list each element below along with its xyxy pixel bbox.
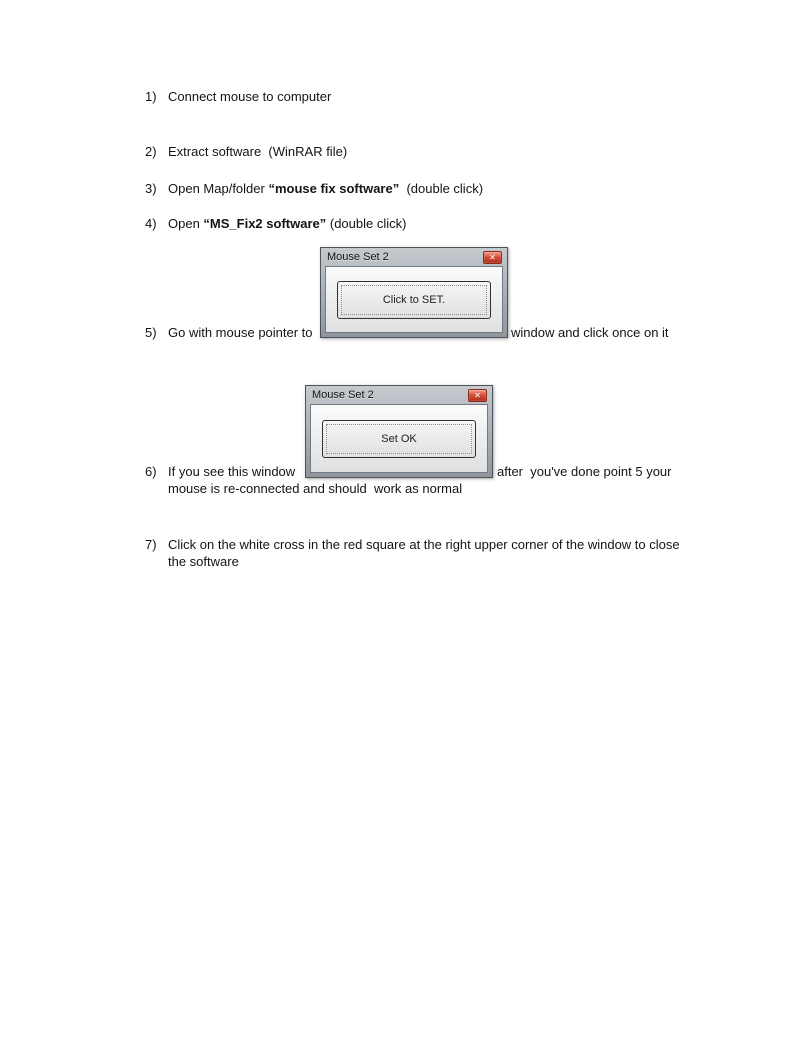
step5-number: 5) (145, 325, 157, 340)
step4-text (168, 216, 406, 231)
window2-client-area (310, 404, 488, 473)
step1-text: Connect mouse to computer (168, 89, 332, 104)
window1-client-area (325, 266, 503, 333)
step3-text (168, 181, 483, 196)
step7-number: 7) (145, 537, 157, 552)
step7-text-line2: the software (168, 554, 239, 569)
mouse-set2-window-set-ok (305, 385, 493, 478)
window1-title: Mouse Set 2 (327, 251, 389, 263)
mouse-set2-window-click-to-set (320, 247, 508, 338)
step3-text-post: (double click) (399, 181, 484, 196)
step6-text-right: after you've done point 5 your (497, 464, 672, 479)
step2-number: 2) (145, 144, 157, 159)
close-icon: ✕ (474, 390, 481, 400)
step2-text: Extract software (WinRAR file) (168, 144, 348, 159)
step4-number: 4) (145, 216, 157, 231)
close-icon: ✕ (489, 252, 496, 262)
window2-titlebar (310, 386, 488, 404)
step6-text-line2: mouse is re-connected and should work as normal (168, 481, 463, 496)
step6-text-left: If you see this window (168, 464, 296, 479)
step1-number: 1) (145, 89, 157, 104)
step7-text-line1: Click on the white cross in the red square at the right upper corner of the window to close (168, 537, 680, 552)
window1-close-button[interactable] (483, 251, 502, 264)
step4-text-post: (double click) (326, 216, 407, 231)
window1-titlebar (325, 248, 503, 266)
step4-text-bold: “MS_Fix2 software” (203, 216, 327, 231)
set-ok-button[interactable]: Set OK (322, 420, 475, 458)
window2-title: Mouse Set 2 (312, 389, 374, 401)
step4-text-pre: Open (168, 216, 204, 231)
step3-number: 3) (145, 181, 157, 196)
step3-text-bold: “mouse fix software” (268, 181, 400, 196)
step5-text-left: Go with mouse pointer to (168, 325, 313, 340)
step6-number: 6) (145, 464, 157, 479)
step3-text-pre: Open Map/folder (168, 181, 269, 196)
click-to-set-button[interactable]: Click to SET. (337, 281, 490, 319)
window2-close-button[interactable] (468, 389, 487, 402)
step5-text-right: window and click once on it (511, 325, 669, 340)
